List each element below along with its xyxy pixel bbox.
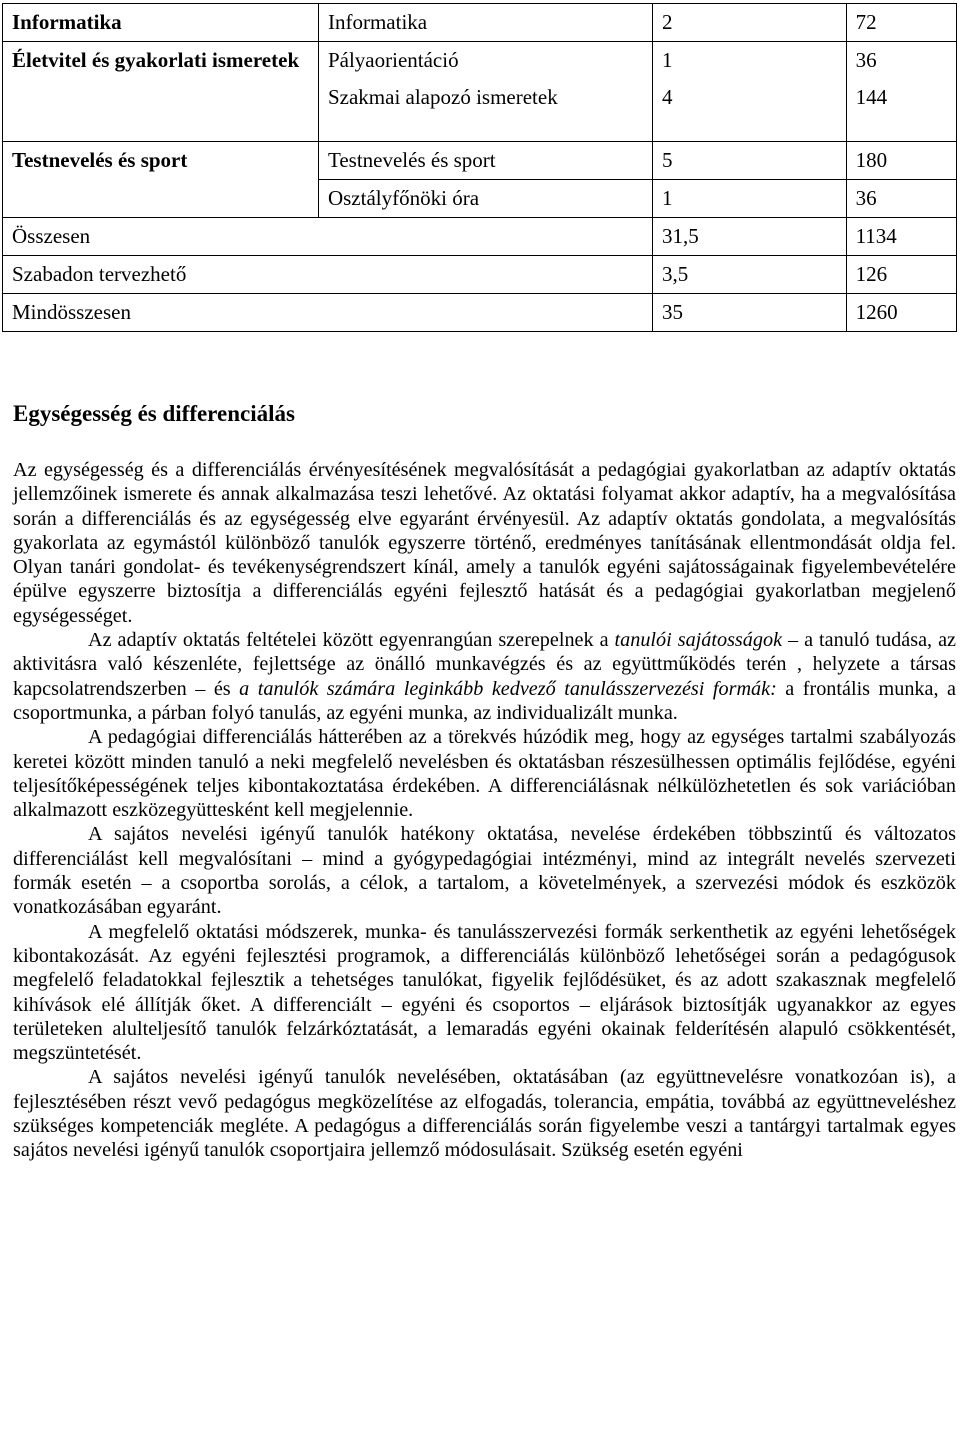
table-cell: 1: [653, 180, 847, 218]
table-cell: Testnevelés és sport: [318, 142, 652, 180]
text-run: – a tanuló tudása, az aktivitásra való készenléte, fejlettsége az önálló munkavégzés és az együttműködés terén , helyzete a társas kapcsolatrendszerben – és: [13, 629, 957, 700]
table-cell: 36: [846, 42, 956, 80]
table-cell: 72: [846, 4, 956, 42]
paragraph: A sajátos nevelési igényű tanulók hatékony oktatása, nevelése érdekében többszintű és változatos differenciálást kell megvalósítani – mind a gyógypedagógiai intézményi, mind az integrált nevelés szervezeti formák esetén – a csoportba sorolás, a célok, a tartalom, a követelmények, a szervezési módok és eszközök vonatkozásában egyaránt.: [13, 823, 956, 919]
table-cell: Szabadon tervezhető: [3, 256, 653, 294]
section-title: Egységesség és differenciálás: [13, 401, 295, 426]
table-cell: Testnevelés és sport: [3, 142, 319, 218]
emphasis: tanulói sajátosságok: [614, 629, 783, 652]
table-cell: Mindösszesen: [3, 294, 653, 332]
table-cell: 31,5: [653, 218, 847, 256]
text-run: a frontális munka, a csoportmunka, a párban folyó tanulás, az egyéni munka, az individualizált munka.: [13, 677, 956, 724]
table-cell: 35: [653, 294, 847, 332]
table-row: [3, 218, 957, 256]
table-row: [3, 42, 957, 80]
table-cell: 180: [846, 142, 956, 180]
table-row: [3, 294, 957, 332]
table-cell: 1: [653, 42, 847, 80]
table-cell: Informatika: [318, 4, 652, 42]
table-cell: 1134: [846, 218, 956, 256]
table-cell: 5: [653, 142, 847, 180]
table-cell: Szakmai alapozó ismeretek: [318, 79, 652, 142]
table-row: [3, 4, 957, 42]
curriculum-table: [2, 3, 957, 332]
section-body: [13, 458, 956, 1163]
paragraph: Az egységesség és a differenciálás érvényesítésének megvalósítását a pedagógiai gyakorlatban az adaptív oktatás jellemzőinek ismerete és annak alkalmazása teszi lehetővé. Az oktatási folyamat akkor adaptív, ha a megvalósítása során a differenciálás és az egységesség elve egyaránt érvényesül. Az adaptív oktatás gondolata, a megvalósítás gyakorlata az egymástól különböző tanulók egyszerre történő, eredményes tanításának ellentmondását oldja fel. Olyan tanári gondolat- és tevékenységrendszert kínál, amely a tanulók egyéni sajátosságainak figyelembevételére épülve egyszerre biztosítja a differenciálás egyéni fejlesztő hatását és a pedagógiai gyakorlatban megjelenő egységességet.: [13, 459, 956, 627]
emphasis: a tanulók számára leginkább kedvező tanulásszervezési formák:: [239, 677, 777, 700]
paragraph: A pedagógiai differenciálás hátterében az a törekvés húzódik meg, hogy az egységes tartalmi szabályozás keretei között minden tanuló a neki megfelelő nevelésben és oktatásban részesülhessen optimális fejlődése, egyéni teljesítőképességének teljes kibontakoztatása érdekében. A differenciálásnak nélkülözhetetlen és sok variációban alkalmazott eszközegyüttesként kell megjelennie.: [13, 726, 956, 822]
table-cell: 3,5: [653, 256, 847, 294]
paragraph: [13, 628, 956, 725]
table-cell: Pályaorientáció: [318, 42, 652, 80]
table-row: [3, 256, 957, 294]
paragraph: A sajátos nevelési igényű tanulók nevelésében, oktatásában (az együttnevelésre vonatkozóan is), a fejlesztésében részt vevő pedagógus megközelítése az elfogadás, tolerancia, empátia, továbbá az együttneveléshez szükséges kompetenciák megléte. A pedagógus a differenciálás során figyelembe veszi a tantárgyi tartalmak egyes sajátos nevelési igényű tanulók csoportjaira jellemző módosulásait. Szükség esetén egyéni: [13, 1066, 956, 1162]
table-cell: 36: [846, 180, 956, 218]
text-run: Az adaptív oktatás feltételei között egyenrangúan szerepelnek a: [88, 629, 615, 652]
table-cell: 4: [653, 79, 847, 142]
table-cell: Életvitel és gyakorlati ismeretek: [3, 42, 319, 142]
table-cell: 126: [846, 256, 956, 294]
table-cell: Osztályfőnöki óra: [318, 180, 652, 218]
table-cell: 144: [846, 79, 956, 142]
table-cell: 2: [653, 4, 847, 42]
table-row: [3, 142, 957, 180]
table-cell: 1260: [846, 294, 956, 332]
paragraph: A megfelelő oktatási módszerek, munka- és tanulásszervezési formák serkenthetik az egyéni lehetőségek kibontakozását. Az egyéni fejlesztési programok, a differenciálás különböző lehetőségei során a pedagógusok megfelelő feladatokkal fejlesztik a tehetséges tanulókat, figyelik fejlődésüket, és az adott szakasznak megfelelő kihívások elé állítják őket. A differenciált – egyéni és csoportos – eljárások biztosítják ugyanakkor az egyes területeken alulteljesítő tanulók felzárkóztatását, a lemaradás egyéni okainak felderítésén alapuló csökkentését, megszüntetését.: [13, 920, 956, 1065]
table-cell: Informatika: [3, 4, 319, 42]
table-cell: Összesen: [3, 218, 653, 256]
